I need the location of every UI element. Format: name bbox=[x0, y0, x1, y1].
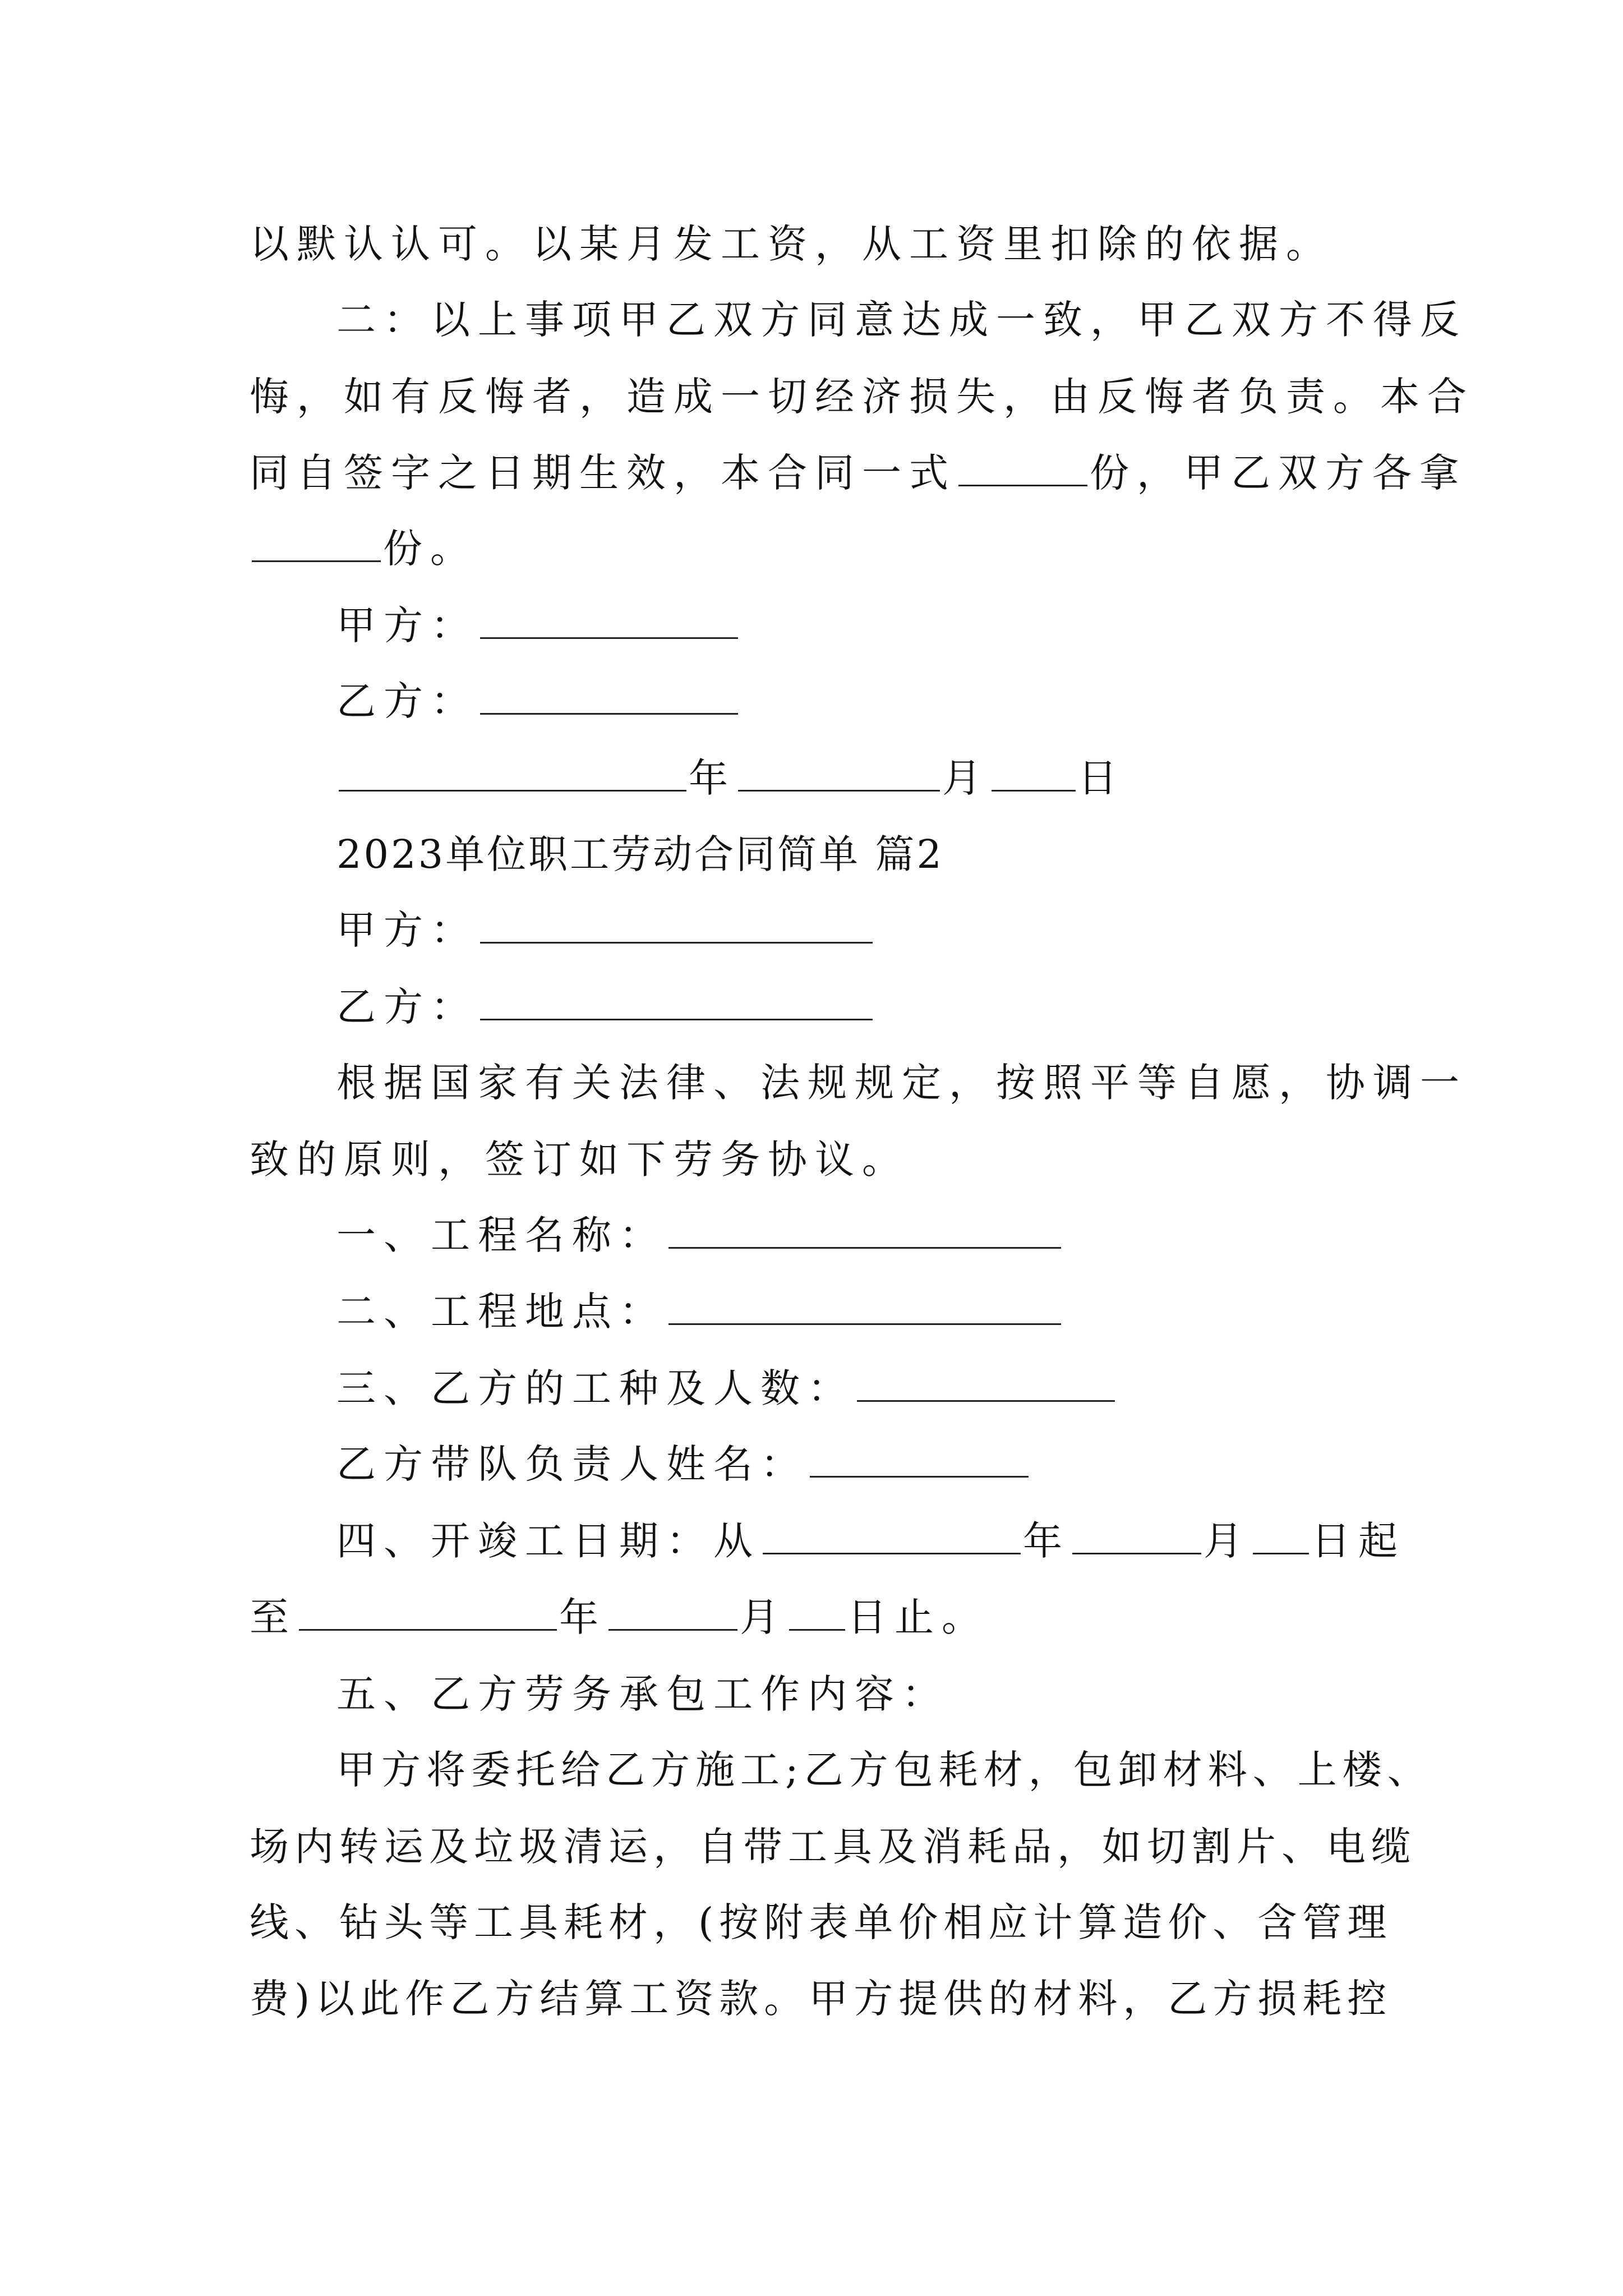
item-project-name bbox=[336, 1212, 1063, 1258]
text-line-10 bbox=[250, 1137, 909, 1182]
party-a-blank[interactable] bbox=[480, 606, 738, 639]
item-label: 三、乙方的工种及人数： bbox=[336, 1365, 855, 1411]
day-label: 日 bbox=[1078, 755, 1125, 801]
text-segment: 悔，如有反悔者，造成一切经济损失，由反悔者负责。本合 bbox=[250, 374, 1474, 420]
party-a-label: 甲方： bbox=[336, 602, 478, 648]
worker-type-blank[interactable] bbox=[857, 1369, 1115, 1402]
party-b-line bbox=[336, 678, 740, 724]
text-segment: 场内转运及垃圾清运，自带工具及消耗品，如切割片、电缆 bbox=[250, 1824, 1416, 1870]
start-month-blank[interactable] bbox=[1072, 1521, 1201, 1554]
item-label: 一、工程名称： bbox=[336, 1212, 666, 1258]
year-label: 年 bbox=[689, 755, 736, 801]
year-label: 年 bbox=[1023, 1518, 1070, 1564]
heading-text: 2023单位职工劳动合同简单 篇2 bbox=[336, 831, 944, 877]
text-paragraph-3 bbox=[250, 1899, 1393, 1945]
text-segment: 致的原则，签订如下劳务协议。 bbox=[250, 1137, 909, 1182]
end-day-blank[interactable] bbox=[789, 1598, 845, 1631]
date-day-blank[interactable] bbox=[992, 758, 1076, 792]
text-segment: 同自签字之日期生效，本合同一式 bbox=[250, 450, 956, 496]
text-line-2 bbox=[336, 297, 1467, 343]
party-b-blank-2[interactable] bbox=[480, 987, 873, 1020]
end-year-blank[interactable] bbox=[299, 1598, 557, 1631]
project-name-blank[interactable] bbox=[668, 1216, 1061, 1249]
date-month-blank[interactable] bbox=[738, 758, 940, 792]
text-line-3 bbox=[250, 374, 1474, 420]
party-b-line-2 bbox=[336, 984, 875, 1030]
day-start-label: 日起 bbox=[1311, 1518, 1405, 1564]
party-b-label: 乙方： bbox=[336, 678, 478, 724]
start-day-blank[interactable] bbox=[1253, 1521, 1309, 1554]
section-heading bbox=[336, 831, 944, 877]
team-leader-blank[interactable] bbox=[810, 1444, 1029, 1478]
item-label: 二、工程地点： bbox=[336, 1289, 666, 1335]
date-year-blank[interactable] bbox=[339, 758, 686, 792]
party-a-line-2 bbox=[336, 907, 875, 953]
party-b-label: 乙方： bbox=[336, 984, 478, 1030]
copies-each-blank[interactable] bbox=[252, 529, 381, 562]
item-team-leader bbox=[336, 1441, 1031, 1487]
text-paragraph-4 bbox=[250, 1976, 1393, 2022]
item-project-location bbox=[336, 1289, 1063, 1335]
text-line-1 bbox=[250, 221, 1333, 267]
text-paragraph-2 bbox=[250, 1824, 1416, 1870]
text-segment: 份，甲乙双方各拿 bbox=[1090, 450, 1467, 496]
text-segment: 根据国家有关法律、法规规定，按照平等自愿，协调一 bbox=[336, 1060, 1467, 1106]
item-work-content bbox=[336, 1671, 949, 1717]
project-location-blank[interactable] bbox=[668, 1292, 1061, 1325]
text-segment: 以默认认可。以某月发工资，从工资里扣除的依据。 bbox=[250, 221, 1333, 267]
date-line bbox=[336, 755, 1125, 801]
text-segment: 甲方将委托给乙方施工;乙方包耗材，包卸材料、上楼、 bbox=[336, 1747, 1432, 1793]
item-label: 四、开竣工日期：从 bbox=[336, 1518, 760, 1564]
item-dates-start bbox=[336, 1518, 1405, 1564]
text-segment: 份。 bbox=[383, 526, 477, 572]
text-segment: 二：以上事项甲乙双方同意达成一致，甲乙双方不得反 bbox=[336, 297, 1467, 343]
to-label: 至 bbox=[250, 1594, 297, 1640]
year-label: 年 bbox=[559, 1594, 606, 1640]
end-month-blank[interactable] bbox=[608, 1598, 737, 1631]
start-year-blank[interactable] bbox=[763, 1521, 1021, 1554]
text-line-5 bbox=[250, 526, 477, 572]
month-label: 月 bbox=[942, 755, 989, 801]
text-paragraph-1 bbox=[336, 1747, 1432, 1793]
text-line-4 bbox=[250, 450, 1467, 496]
party-b-blank[interactable] bbox=[480, 682, 738, 715]
party-a-line bbox=[336, 602, 740, 648]
text-segment: 费)以此作乙方结算工资款。甲方提供的材料，乙方损耗控 bbox=[250, 1976, 1393, 2022]
text-line-9 bbox=[336, 1060, 1467, 1106]
copies-total-blank[interactable] bbox=[958, 453, 1087, 486]
item-dates-end bbox=[250, 1594, 989, 1640]
text-segment: 线、钻头等工具耗材，(按附表单价相应计算造价、含管理 bbox=[250, 1899, 1393, 1945]
item-label: 乙方带队负责人姓名： bbox=[336, 1441, 808, 1487]
item-worker-type bbox=[336, 1365, 1117, 1411]
item-label: 五、乙方劳务承包工作内容： bbox=[336, 1671, 949, 1717]
month-label: 月 bbox=[1204, 1518, 1251, 1564]
party-a-blank-2[interactable] bbox=[480, 910, 873, 944]
day-end-label: 日止。 bbox=[847, 1594, 989, 1640]
party-a-label: 甲方： bbox=[336, 907, 478, 953]
month-label: 月 bbox=[740, 1594, 787, 1640]
